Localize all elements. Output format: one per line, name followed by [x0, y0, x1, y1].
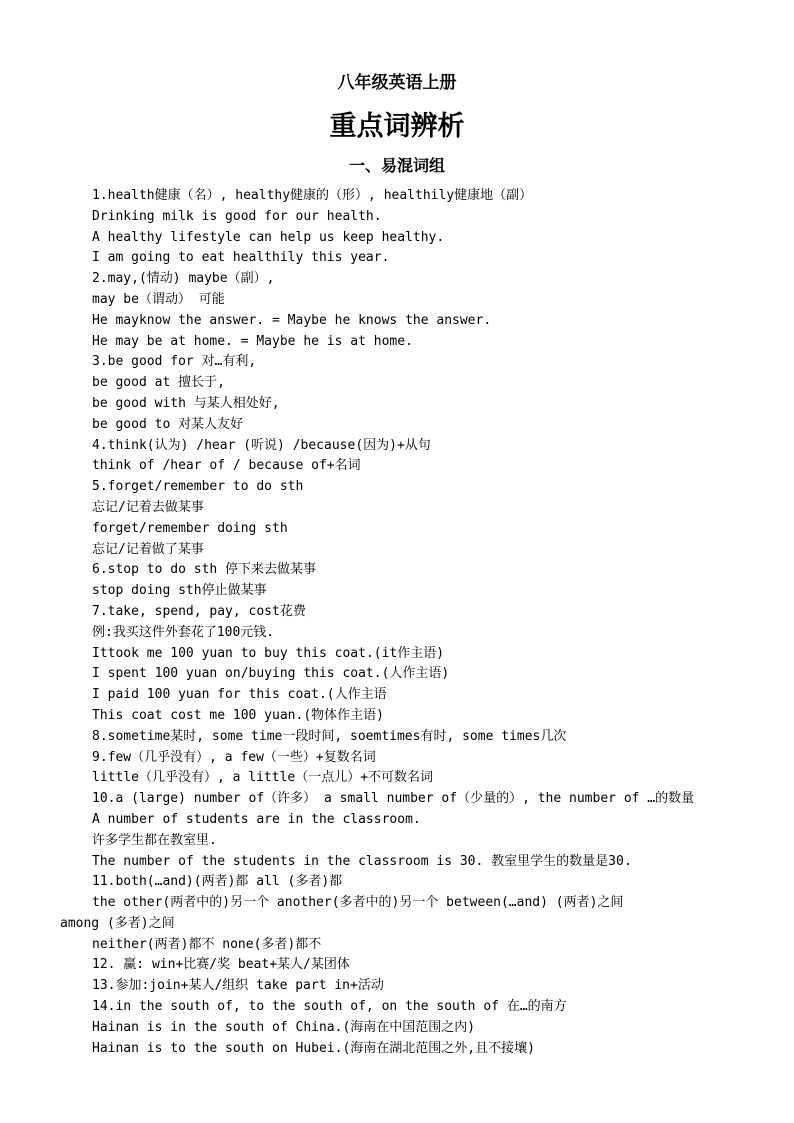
text-line: Ittook me 100 yuan to buy this coat.(it作主语) — [92, 645, 445, 661]
text-line: He mayknow the answer. = Maybe he knows the answer. — [92, 312, 492, 328]
document-subtitle: 八年级英语上册 — [337, 73, 457, 93]
text-line: 例:我买这件外套花了100元钱. — [92, 624, 275, 640]
document-title: 重点词辨析 — [329, 111, 465, 142]
text-line: Hainan is in the south of China.(海南在中国范围之内) — [92, 1019, 476, 1035]
text-line: 忘记/记着去做某事 — [92, 499, 204, 515]
text-line: stop doing sth停止做某事 — [92, 583, 267, 599]
text-line: forget/remember doing sth — [92, 520, 288, 536]
text-line: 3.be good for 对…有利, — [92, 354, 257, 370]
text-line: be good at 擅长于, — [92, 375, 225, 391]
text-line: 4.think(认为) /hear (听说) /because(因为)+从句 — [92, 437, 431, 453]
text-line: 许多学生都在教室里. — [92, 832, 217, 848]
text-line: 13.参加:join+某人/组织 take part in+活动 — [92, 978, 384, 994]
section-heading: 一、易混词组 — [348, 156, 445, 175]
text-line: 12. 赢: win+比赛/奖 beat+某人/某团体 — [92, 957, 350, 973]
text-line: 2.may,(情动) maybe（副）, — [92, 271, 275, 287]
text-line: 6.stop to do sth 停下来去做某事 — [92, 562, 317, 578]
text-line: among (多者)之间 — [60, 915, 175, 931]
text-line: think of /hear of / because of+名词 — [92, 458, 361, 474]
text-line: be good to 对某人友好 — [92, 416, 244, 432]
text-line: 5.forget/remember to do sth — [92, 479, 304, 495]
text-line: I am going to eat healthily this year. — [92, 250, 390, 266]
text-line: He may be at home. = Maybe he is at home. — [92, 333, 413, 349]
text-line: I spent 100 yuan on/buying this coat.(人作主语) — [92, 666, 450, 682]
text-line: A number of students are in the classroom. — [92, 811, 421, 827]
text-line: I paid 100 yuan for this coat.(人作主语 — [92, 687, 387, 703]
text-line: the other(两者中的)另一个 another(多者中的)另一个 between(…and) (两者)之间 — [92, 895, 624, 911]
text-line: may be（谓动） 可能 — [92, 291, 225, 307]
text-line: 11.both(…and)(两者)都 all (多者)都 — [92, 874, 343, 890]
text-line: 忘记/记着做了某事 — [92, 541, 204, 557]
content-lines — [0, 186, 794, 1059]
text-line: neither(两者)都不 none(多者)都不 — [92, 936, 322, 952]
text-line: This coat cost me 100 yuan.(物体作主语) — [92, 707, 384, 723]
text-line: be good with 与某人相处好, — [92, 395, 280, 411]
text-line: 1.health健康（名）, healthy健康的（形）, healthily健康地（副） — [92, 188, 533, 203]
text-line: 14.in the south of, to the south of, on the south of 在…的南方 — [92, 999, 567, 1015]
text-line: 7.take, spend, pay, cost花费 — [92, 603, 306, 619]
text-line: The number of the students in the classroom is 30. 教室里学生的数量是30. — [92, 853, 632, 869]
text-line: 9.few（几乎没有）, a few（一些）+复数名词 — [92, 749, 376, 765]
text-line: Hainan is to the south on Hubei.(海南在湖北范围之外,且不接壤) — [92, 1040, 535, 1056]
text-line: 10.a (large) number of（许多） a small number of（少量的）, the number of …的数量 — [92, 791, 695, 807]
text-line: Drinking milk is good for our health. — [92, 208, 382, 224]
text-line: A healthy lifestyle can help us keep healthy. — [92, 229, 445, 245]
text-line: little（几乎没有）, a little（一点儿）+不可数名词 — [92, 770, 434, 786]
text-line: 8.sometime某时, some time一段时间, soemtimes有时, some times几次 — [92, 728, 567, 744]
